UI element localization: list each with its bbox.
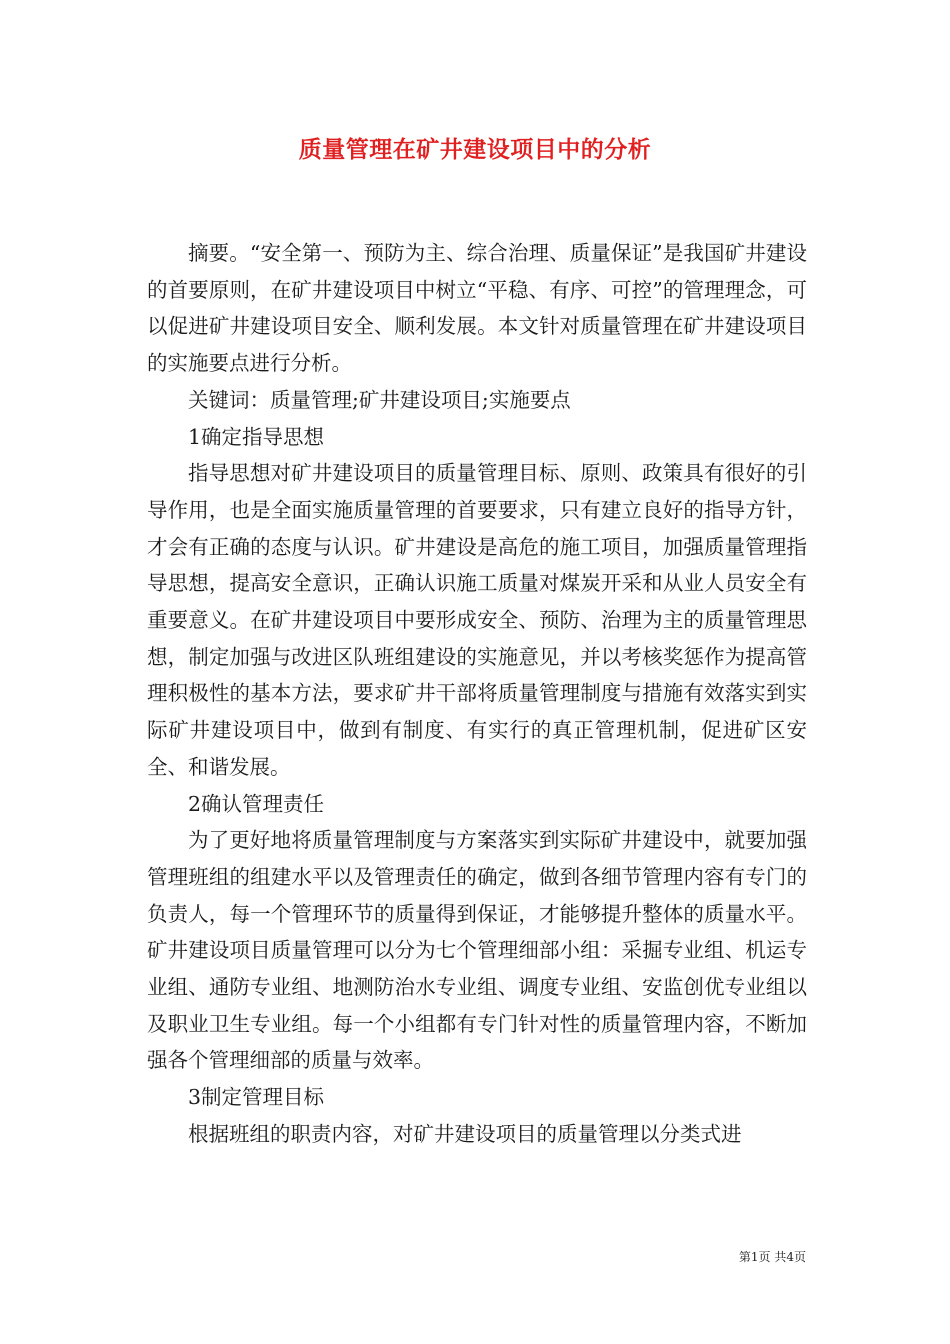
section-heading: 3制定管理目标 <box>188 1085 325 1110</box>
section-paragraph: 指导思想对矿井建设项目的质量管理目标、原则、政策具有很好的引导作用，也是全面实施质量管理的首要要求，只有建立良好的指导方针，才会有正确的态度与认识。矿井建设是高危的施工项目，加强质量管理指导思想，提高安全意识，正确认识施工质量对煤炭开采和从业人员安全有重要意义。在矿井建设项目中要形成安全、预防、治理为主的质量管理思想，制定加强与改进区队班组建设的实施意见，并以考核奖惩作为提高管理积极性的基本方法，要求矿井干部将质量管理制度与措施有效落实到实际矿井建设项目中，做到有制度、有实行的真正管理机制，促进矿区安全、和谐发展。 <box>147 461 807 779</box>
page-footer: 第1页 共4页 <box>738 1250 806 1264</box>
keywords-line: 关键词：质量管理;矿井建设项目;实施要点 <box>188 387 571 412</box>
abstract-paragraph: 摘要。“安全第一、预防为主、综合治理、质量保证”是我国矿井建设的首要原则，在矿井建设项目中树立“平稳、有序、可控”的管理理念，可以促进矿井建设项目安全、顺利发展。本文针对质量管理在矿井建设项目的实施要点进行分析。 <box>147 241 807 376</box>
section-heading: 1确定指导思想 <box>188 424 325 449</box>
page-title: 质量管理在矿井建设项目中的分析 <box>298 137 652 163</box>
section-heading: 2确认管理责任 <box>188 791 325 816</box>
document-body <box>147 235 807 1153</box>
section-paragraph: 根据班组的职责内容，对矿井建设项目的质量管理以分类式进 <box>188 1121 742 1146</box>
section-paragraph: 为了更好地将质量管理制度与方案落实到实际矿井建设中，就要加强管理班组的组建水平以及管理责任的确定，做到各细节管理内容有专门的负责人，每一个管理环节的质量得到保证，才能够提升整体的质量水平。矿井建设项目质量管理可以分为七个管理细部小组：采掘专业组、机运专业组、通防专业组、地测防治水专业组、调度专业组、安监创优专业组以及职业卫生专业组。每一个小组都有专门针对性的质量管理内容，不断加强各个管理细部的质量与效率。 <box>147 828 807 1073</box>
